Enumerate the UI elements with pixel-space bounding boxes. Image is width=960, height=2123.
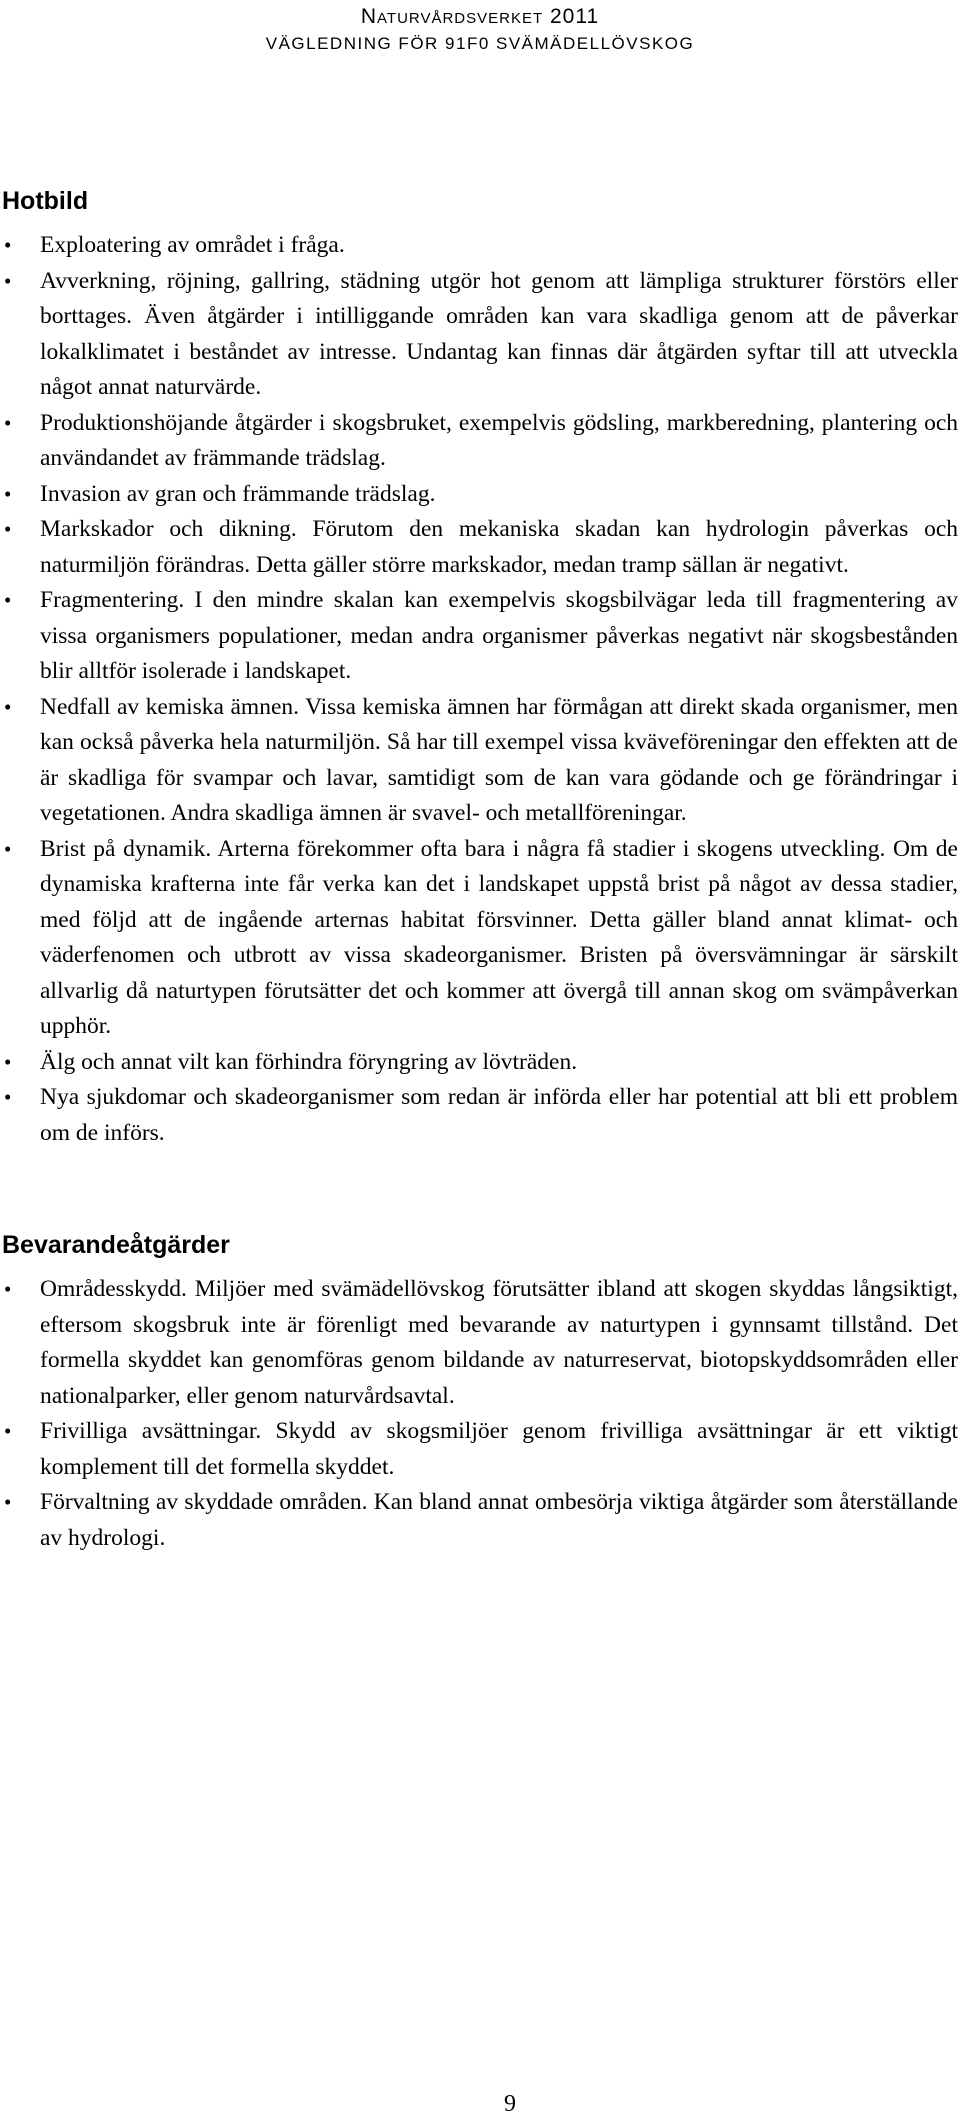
list-item-text: Nya sjukdomar och skadeorganismer som redan är införda eller har potential att bli ett problem om de införs. (40, 1084, 958, 1146)
bullet-icon: • (4, 1277, 12, 1301)
header-publisher-year: Naturvårdsverket 2011 (360, 5, 600, 28)
document-body (0, 186, 960, 1556)
list-item-text: Produktionshöjande åtgärder i skogsbruket, exempelvis gödsling, markberedning, plantering och användandet av främmande trädslag. (40, 409, 958, 471)
list-item (0, 1272, 958, 1414)
list-item-text: Nedfall av kemiska ämnen. Vissa kemiska ämnen har förmågan att direkt skada organismer, men kan också påverka hela naturmiljön. Så har till exempel vissa kväveföreningar den effekten att de är skadliga för svampar och lavar, samtidigt som de kan vara gödande och ge förändringar i vegetationen. Andra skadliga ämnen är svavel- och metallföreningar. (40, 693, 958, 826)
list-item-text: Brist på dynamik. Arterna förekommer ofta bara i några få stadier i skogens utveckling. Om de dynamiska krafterna inte får verka kan det i landskapet uppstå brist på något av dessa stadier, med följd att de ingående arternas habitat försvinner. Detta gäller bland annat klimat- och väderfenomen och utbrott av vissa skadeorganismer. Bristen på översvämningar är särskilt allvarlig då naturtypen förutsätter det och kommer att övergå till annan skog om svämpåverkan upphör. (40, 835, 958, 1039)
list-item (0, 1045, 958, 1081)
list-item-text: Älg och annat vilt kan förhindra föryngring av lövträden. (40, 1048, 578, 1075)
bevarande-list (0, 1272, 960, 1556)
list-item (0, 512, 958, 583)
bullet-icon: • (4, 1419, 12, 1443)
list-item (0, 832, 958, 1045)
list-item (0, 406, 958, 477)
list-item (0, 1414, 958, 1485)
list-item (0, 690, 958, 832)
list-item-text: Frivilliga avsättningar. Skydd av skogsmiljöer genom frivilliga avsättningar är ett viktigt komplement till det formella skyddet. (40, 1418, 958, 1480)
list-item-text: Invasion av gran och främmande trädslag. (40, 480, 436, 507)
section-bevarandeatgarder (0, 1230, 960, 1556)
section-hotbild (0, 186, 960, 1151)
section-heading-bevarandeatgarder: Bevarandeåtgärder (2, 1231, 230, 1259)
hotbild-list (0, 228, 960, 1151)
page-header (0, 4, 960, 55)
list-item-text: Förvaltning av skyddade områden. Kan bland annat ombesörja viktiga åtgärder som återställande av hydrologi. (40, 1489, 958, 1551)
bullet-icon: • (4, 588, 12, 612)
page-number: 9 (504, 2091, 516, 2117)
bullet-icon: • (4, 1490, 12, 1514)
bullet-icon: • (4, 517, 12, 541)
bullet-icon: • (4, 1085, 12, 1109)
list-item (0, 264, 958, 406)
list-item (0, 1080, 958, 1151)
list-item-text: Exploatering av området i fråga. (40, 232, 345, 258)
list-item-text: Områdesskydd. Miljöer med svämädellövskog förutsätter ibland att skogen skyddas långsiktigt, eftersom skogsbruk inte är förenligt med bevarande av naturtypen i gynnsamt tillstånd. Det formella skyddet kan genomföras genom bildande av naturreservat, biotopskyddsområden eller nationalparker, eller genom naturvårdsavtal. (40, 1276, 958, 1409)
list-item (0, 477, 958, 513)
header-document-title: VÄGLEDNING FÖR 91F0 SVÄMÄDELLÖVSKOG (265, 34, 695, 53)
bullet-icon: • (4, 233, 12, 257)
bullet-icon: • (4, 481, 12, 506)
bullet-icon: • (4, 1049, 12, 1074)
list-item (0, 583, 958, 690)
section-heading-hotbild: Hotbild (2, 187, 89, 215)
bullet-icon: • (4, 268, 12, 293)
bullet-icon: • (4, 410, 12, 435)
list-item-text: Avverkning, röjning, gallring, städning utgör hot genom att lämpliga strukturer förstörs eller borttages. Även åtgärder i intilliggande områden kan vara skadliga genom att de påverkar lokalklimatet i beståndet av intresse. Undantag kan finnas där åtgärden syftar till att utveckla något annat naturvärde. (40, 267, 958, 400)
list-item (0, 228, 958, 264)
list-item-text: Fragmentering. I den mindre skalan kan exempelvis skogsbilvägar leda till fragmentering av vissa organismers populationer, medan andra organismer påverkas negativt när skogsbestånden blir alltför isolerade i landskapet. (40, 587, 958, 684)
list-item-text: Markskador och dikning. Förutom den mekaniska skadan kan hydrologin påverkas och naturmiljön förändras. Detta gäller större markskador, medan tramp sällan är negativt. (40, 516, 958, 578)
list-item (0, 1485, 958, 1556)
bullet-icon: • (4, 694, 12, 719)
bullet-icon: • (4, 836, 12, 861)
